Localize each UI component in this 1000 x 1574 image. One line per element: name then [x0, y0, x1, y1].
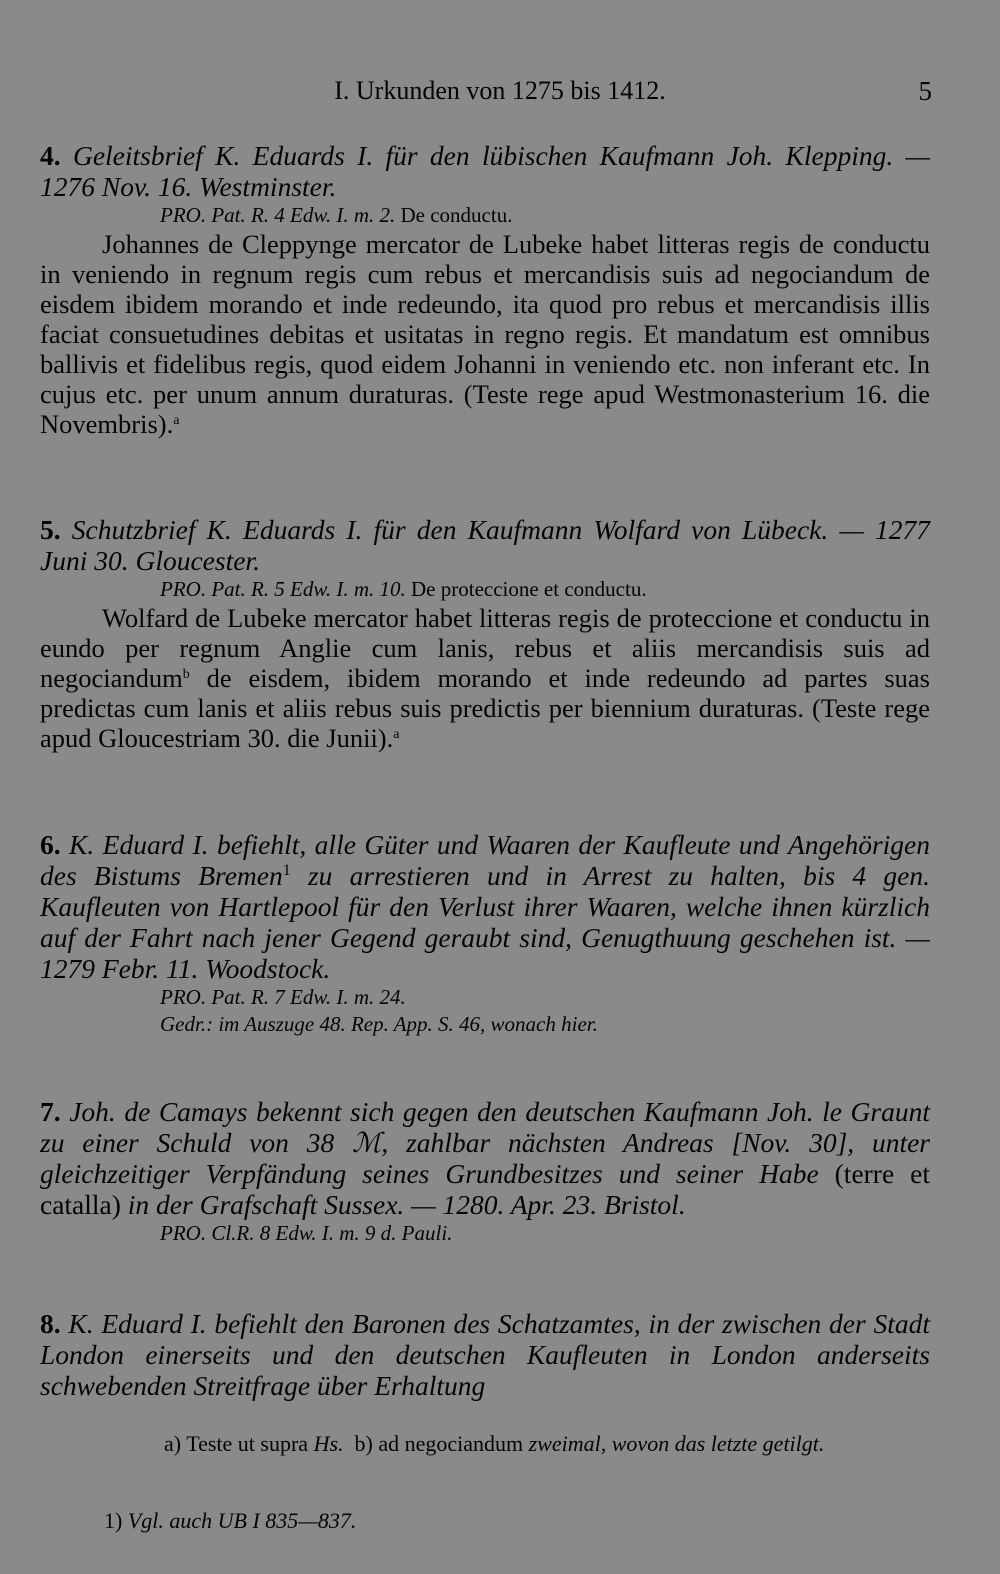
entry-number: 4. — [40, 140, 61, 171]
source-ref: PRO. Cl.R. 8 Edw. I. m. 9 d. Pauli. — [160, 1221, 453, 1245]
footnote-mark: 1 — [282, 862, 291, 879]
printed-reference: Gedr.: im Auszuge 48. Rep. App. S. 46, wonach hier. — [160, 1012, 598, 1036]
regest-text: Joh. de Camays bekennt sich gegen den deutschen Kaufmann Joh. le Graunt zu einer Schuld von 38 ℳ, zahlbar nächsten Andreas [Nov. 30], unter gleichzeitiger Verpfändung seines Grundbesitzes und seiner Habe — [40, 1096, 930, 1189]
regest — [40, 140, 930, 202]
source-ref: PRO. Pat. R. 5 Edw. I. m. 10. — [160, 577, 406, 601]
header-title: I. Urkunden von 1275 bis 1412. — [334, 76, 666, 105]
footnote-a-italic: Hs. — [313, 1431, 344, 1456]
entry-number: 8. — [40, 1308, 61, 1339]
entry-4 — [40, 140, 930, 439]
footnote-letters — [100, 1428, 930, 1460]
footnote-mark: a — [173, 413, 180, 428]
document-text — [40, 603, 930, 753]
regest — [40, 514, 930, 576]
entry-number: 6. — [40, 829, 61, 860]
regest-latin: (terre et catalla) — [40, 1158, 930, 1220]
body-text: Wolfard de Lubeke mercator habet litteras regis de proteccione et conductu in eundo per regnum Anglie cum lanis, rebus et aliis mercandisis suis ad negociandum — [40, 603, 930, 693]
regest-text: Geleitsbrief K. Eduards I. für den lübischen Kaufmann Joh. Klepping. — 1276 Nov. 16. Westminster. — [40, 140, 930, 202]
regest-text: Schutzbrief K. Eduards I. für den Kaufmann Wolfard von Lübeck. — 1277 Juni 30. Gloucester. — [40, 514, 930, 576]
footnote-numbered — [104, 1506, 934, 1536]
source-reference — [160, 1220, 930, 1247]
source-reference — [160, 576, 930, 603]
body-text: de eisdem, ibidem morando et inde redeundo ad partes suas predictas cum lanis et aliis rebus suis predictis per biennium duraturas. (Teste rege apud Gloucestriam 30. die Junii). — [40, 663, 930, 753]
running-header — [0, 76, 1000, 110]
footnote-1-label: 1) — [104, 1508, 128, 1533]
regest-text: zu arrestieren und in Arrest zu halten, bis 4 gen. Kaufleuten von Hartlepool für den Verlust ihrer Waaren, welche ihnen kürzlich auf der Fahrt nach jener Gegend geraubt sind, Genugthuung geschehen ist. — 1279 Febr. 11. Woodstock. — [40, 860, 930, 984]
regest-text: K. Eduard I. befiehlt den Baronen des Schatzamtes, in der zwischen der Stadt London einerseits und den deutschen Kaufleuten in London anderseits schwebenden Streitfrage über Erhaltung — [40, 1308, 930, 1401]
footnote-a: a) Teste ut supra — [164, 1431, 314, 1456]
entry-number: 5. — [40, 514, 61, 545]
footnote-b-italic: zweimal, wovon das letzte getilgt. — [528, 1431, 825, 1456]
source-note: De conductu. — [400, 203, 513, 227]
body-text: Johannes de Cleppynge mercator de Lubeke habet litteras regis de conductu in veniendo in regnum regis cum rebus et mercandisis suis ad negociandum de eisdem ibidem morando et inde redeundo, ita quod pro rebus et mercandisis illis faciat consuetudines debitas et usitatas in regno regis. Et mandatum est omnibus ballivis et fidelibus regis, quod eidem Johanni in veniendo etc. non inferant etc. In cujus etc. per unum annum duraturas. (Teste rege apud Westmonasterium 16. die Novembris). — [40, 229, 930, 439]
source-note: De proteccione et conductu. — [411, 577, 647, 601]
source-ref: PRO. Pat. R. 7 Edw. I. m. 24. — [160, 985, 406, 1009]
entry-7 — [40, 1096, 930, 1247]
footnote-b: b) ad negociandum — [343, 1431, 529, 1456]
regest-text: in der Grafschaft Sussex. — 1280. Apr. 23. Bristol. — [127, 1189, 686, 1220]
footnote-mark: a — [393, 727, 400, 742]
regest — [40, 829, 930, 984]
regest — [40, 1096, 930, 1220]
document-text — [40, 229, 930, 439]
entry-8 — [40, 1308, 930, 1401]
footnote-mark: b — [182, 667, 190, 682]
page-number: 5 — [918, 76, 932, 106]
source-reference — [160, 984, 930, 1011]
regest-text: K. Eduard I. befiehlt, alle Güter und Waaren der Kaufleute und Angehörigen des Bistums Bremen — [40, 829, 931, 891]
source-ref: PRO. Pat. R. 4 Edw. I. m. 2. — [160, 203, 396, 227]
source-reference — [160, 202, 930, 229]
entry-number: 7. — [40, 1096, 61, 1127]
footnote-1-text: Vgl. auch UB I 835—837. — [127, 1508, 357, 1533]
entry-5 — [40, 514, 930, 753]
entry-6 — [40, 829, 930, 1038]
regest — [40, 1308, 930, 1401]
